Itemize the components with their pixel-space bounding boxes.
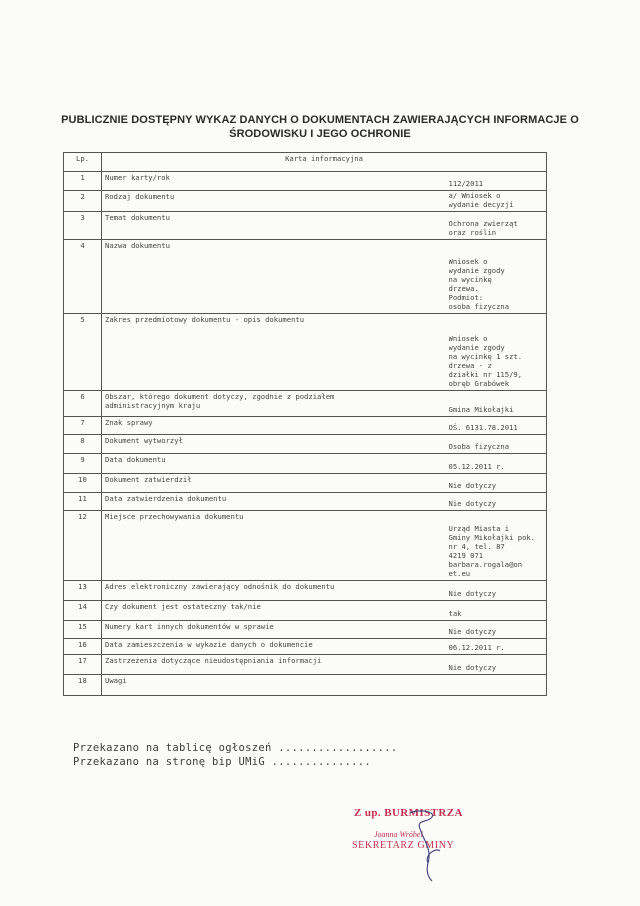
row-number: 16 [64,639,102,655]
row-label: Data dokumentu [102,454,449,474]
footer-notes [73,741,397,769]
row-number: 6 [64,391,102,417]
row-label: Zastrzeżenia dotyczące nieudostępniania informacji [102,655,449,675]
table-row [64,493,547,511]
info-table [63,152,547,696]
row-number: 1 [64,172,102,191]
table-row [64,511,547,581]
stamp-role: SEKRETARZ GMINY [352,840,455,851]
row-label: Data zamieszczenia w wykazie danych o dokumencie [102,639,449,655]
row-value: Urząd Miasta i Gminy Mikołajki pok. nr 4, tel. 87 4219 071 barbara.rogala@on et.eu [448,524,536,578]
header-card: Karta informacyjna [102,153,547,172]
row-value: Nie dotyczy [448,589,497,598]
footer-line-bip: Przekazano na stronę bip UMiG ............... [73,756,371,768]
row-number: 5 [64,314,102,391]
row-value: Ochrona zwierząt oraz roślin [448,219,518,237]
row-number: 13 [64,581,102,601]
stamp-title: Z up. BURMISTRZA [354,807,463,819]
table-row [64,621,547,639]
row-value: 06.12.2011 r. [448,643,505,652]
row-value-cell [449,493,547,511]
row-label: Rodzaj dokumentu [102,191,449,212]
row-value-cell [449,435,547,454]
row-value: Osoba fizyczna [448,442,510,451]
row-value-cell [449,621,547,639]
table-row [64,212,547,240]
table-header-row [64,153,547,172]
row-label: Data zatwierdzenia dokumentu [102,493,449,511]
row-value: OŚ. 6131.78.2011 [448,423,518,432]
official-stamp [340,805,480,885]
table-row [64,639,547,655]
row-label: Znak sprawy [102,417,449,435]
row-value-cell [449,172,547,191]
row-label: Dokument wytworzył [102,435,449,454]
row-label: Numery kart innych dokumentów w sprawie [102,621,449,639]
row-number: 12 [64,511,102,581]
row-value: Wniosek o wydanie zgody na wycinkę 1 szt. drzewa - z działki nr 115/9, obręb Grabówek [448,334,523,388]
table-row [64,172,547,191]
row-number: 4 [64,240,102,314]
row-value: 112/2011 [448,179,484,188]
row-number: 2 [64,191,102,212]
table-row [64,314,547,391]
row-value-cell [449,314,547,391]
row-number: 7 [64,417,102,435]
row-value-cell [449,675,547,696]
row-label: Obszar, którego dokument dotyczy, zgodnie z podziałem administracyjnym kraju [102,391,449,417]
table-row [64,675,547,696]
row-value-cell [449,511,547,581]
table-row [64,474,547,493]
row-value: Gmina Mikołajki [448,405,514,414]
table-row [64,240,547,314]
row-value: Nie dotyczy [448,481,497,490]
row-number: 14 [64,601,102,621]
row-number: 18 [64,675,102,696]
row-label: Nazwa dokumentu [102,240,449,314]
row-number: 15 [64,621,102,639]
row-value: Nie dotyczy [448,663,497,672]
row-label: Temat dokumentu [102,212,449,240]
row-value-cell [449,655,547,675]
table-row [64,417,547,435]
row-label: Miejsce przechowywania dokumentu [102,511,449,581]
row-value-cell [449,639,547,655]
row-value-cell [449,474,547,493]
row-number: 8 [64,435,102,454]
row-label: Numer karty/rok [102,172,449,191]
table-row [64,191,547,212]
row-number: 10 [64,474,102,493]
row-value-cell [449,240,547,314]
row-value: 05.12.2011 r. [448,462,505,471]
row-value: tak [448,609,462,618]
table-row [64,435,547,454]
row-value-cell [449,191,547,212]
row-label: Czy dokument jest ostateczny tak/nie [102,601,449,621]
row-number: 17 [64,655,102,675]
title-line-1: PUBLICZNIE DOSTĘPNY WYKAZ DANYCH O DOKUMENTACH ZAWIERAJĄCYCH INFORMACJE O [61,114,579,126]
row-value: Nie dotyczy [448,499,497,508]
row-number: 11 [64,493,102,511]
row-label: Zakres przedmiotowy dokumentu - opis dokumentu [102,314,449,391]
row-value-cell [449,601,547,621]
header-lp: Lp. [64,153,102,172]
stamp-name: Joanna Wróbel [374,830,423,839]
table-row [64,391,547,417]
row-value: a/ Wniosek o wydanie decyzji [448,191,514,209]
table-row [64,601,547,621]
row-label: Adres elektroniczny zawierający odnośnik do dokumentu [102,581,449,601]
footer-line-board: Przekazano na tablicę ogłoszeń .................. [73,742,398,754]
row-value-cell [449,212,547,240]
title-line-2: ŚRODOWISKU I JEGO OCHRONIE [229,128,411,140]
row-label: Uwagi [102,675,449,696]
signature-icon [340,805,480,885]
row-value: Wniosek o wydanie zgody na wycinkę drzewa. Podmiot: osoba fizyczna [448,257,510,311]
table-row [64,655,547,675]
row-number: 9 [64,454,102,474]
document-title [40,113,600,141]
row-value: Nie dotyczy [448,627,497,636]
table-row [64,581,547,601]
row-value-cell [449,581,547,601]
row-value-cell [449,417,547,435]
row-value-cell [449,391,547,417]
row-label: Dokument zatwierdził [102,474,449,493]
row-value-cell [449,454,547,474]
table-row [64,454,547,474]
row-number: 3 [64,212,102,240]
